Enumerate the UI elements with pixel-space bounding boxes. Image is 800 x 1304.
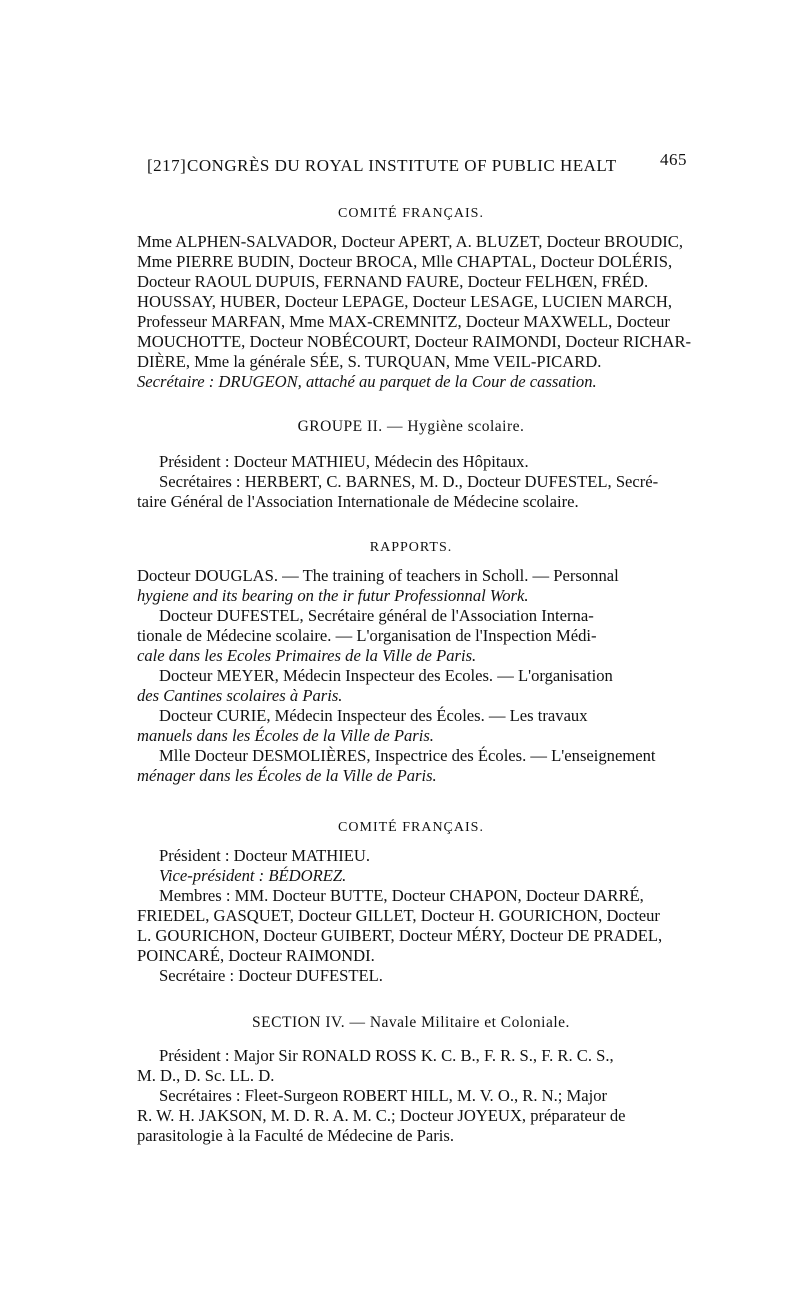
text-line: Vice-président : BÉDOREZ. [159,866,347,885]
text-line: M. D., D. Sc. LL. D. [137,1066,275,1085]
section-heading-rapports: RAPPORTS. [369,540,453,555]
text-line: DIÈRE, Mme la générale SÉE, S. TURQUAN, Mme VEIL-PICARD. [137,352,602,371]
text-line: manuels dans les Écoles de la Ville de Paris. [137,726,434,745]
text-line: taire Général de l'Association Internationale de Médecine scolaire. [137,492,579,511]
text-line: hygiene and its bearing on the ir futur Professionnal Work. [137,586,529,605]
text-line: Secrétaires : HERBERT, C. BARNES, M. D., Docteur DUFESTEL, Secré- [159,472,659,491]
text-line: FRIEDEL, GASQUET, Docteur GILLET, Docteur H. GOURICHON, Docteur [137,906,660,925]
text-line: Secrétaires : Fleet-Surgeon ROBERT HILL, M. V. O., R. N.; Major [159,1086,608,1105]
text-line: Président : Docteur MATHIEU, Médecin des Hôpitaux. [159,452,529,471]
page-number: 465 [660,150,687,169]
text-line: Docteur RAOUL DUPUIS, FERNAND FAURE, Docteur FELHŒN, FRÉD. [137,272,649,291]
text-line: HOUSSAY, HUBER, Docteur LEPAGE, Docteur LESAGE, LUCIEN MARCH, [137,292,672,311]
text-line: Docteur DUFESTEL, Secrétaire général de l'Association Interna- [159,606,594,625]
text-line: Secrétaire : DRUGEON, attaché au parquet de la Cour de cassation. [137,372,597,391]
text-line: parasitologie à la Faculté de Médecine de Paris. [137,1126,455,1145]
text-line: Docteur MEYER, Médecin Inspecteur des Ecoles. — L'organisation [159,666,613,685]
text-line: POINCARÉ, Docteur RAIMONDI. [137,946,375,965]
text-line: Président : Major Sir RONALD ROSS K. C. B., F. R. S., F. R. C. S., [159,1046,614,1065]
section-heading-comite-1: COMITÉ FRANÇAIS. [338,206,484,221]
text-line: Docteur CURIE, Médecin Inspecteur des Écoles. — Les travaux [159,706,588,725]
text-line: Mlle Docteur DESMOLIÈRES, Inspectrice des Écoles. — L'enseignement [159,746,656,765]
text-line: ménager dans les Écoles de la Ville de Paris. [137,766,437,785]
text-line: tionale de Médecine scolaire. — L'organisation de l'Inspection Médi- [137,626,597,645]
section-heading-section-4: SECTION IV. — Navale Militaire et Coloniale. [252,1014,570,1031]
text-line: cale dans les Ecoles Primaires de la Ville de Paris. [137,646,477,665]
section-body-comite-2 [137,846,685,986]
text-line: Professeur MARFAN, Mme MAX-CREMNITZ, Docteur MAXWELL, Docteur [137,312,670,331]
text-line: Secrétaire : Docteur DUFESTEL. [159,966,383,985]
section-body-comite-1 [137,232,692,392]
section-body-rapports [137,566,685,786]
header-left-number: [217] [147,156,187,175]
text-line: R. W. H. JAKSON, M. D. R. A. M. C.; Docteur JOYEUX, préparateur de [137,1106,626,1125]
section-heading-groupe-2: GROUPE II. — Hygiène scolaire. [297,418,525,435]
section-heading-comite-2: COMITÉ FRANÇAIS. [338,820,484,835]
section-body-section-4 [137,1046,685,1146]
text-line: MOUCHOTTE, Docteur NOBÉCOURT, Docteur RAIMONDI, Docteur RICHAR- [137,332,692,351]
text-line: Docteur DOUGLAS. — The training of teachers in Scholl. — Personnal [137,566,619,585]
text-line: Mme PIERRE BUDIN, Docteur BROCA, Mlle CHAPTAL, Docteur DOLÉRIS, [137,252,673,271]
text-line: Président : Docteur MATHIEU. [159,846,371,865]
running-header [147,150,687,176]
header-title: CONGRÈS DU ROYAL INSTITUTE OF PUBLIC HEALT [187,156,617,175]
text-line: L. GOURICHON, Docteur GUIBERT, Docteur MÉRY, Docteur DE PRADEL, [137,926,663,945]
text-line: Membres : MM. Docteur BUTTE, Docteur CHAPON, Docteur DARRÉ, [159,886,644,905]
text-line: des Cantines scolaires à Paris. [137,686,343,705]
section-body-groupe-2 [137,452,685,512]
text-line: Mme ALPHEN-SALVADOR, Docteur APERT, A. BLUZET, Docteur BROUDIC, [137,232,683,251]
